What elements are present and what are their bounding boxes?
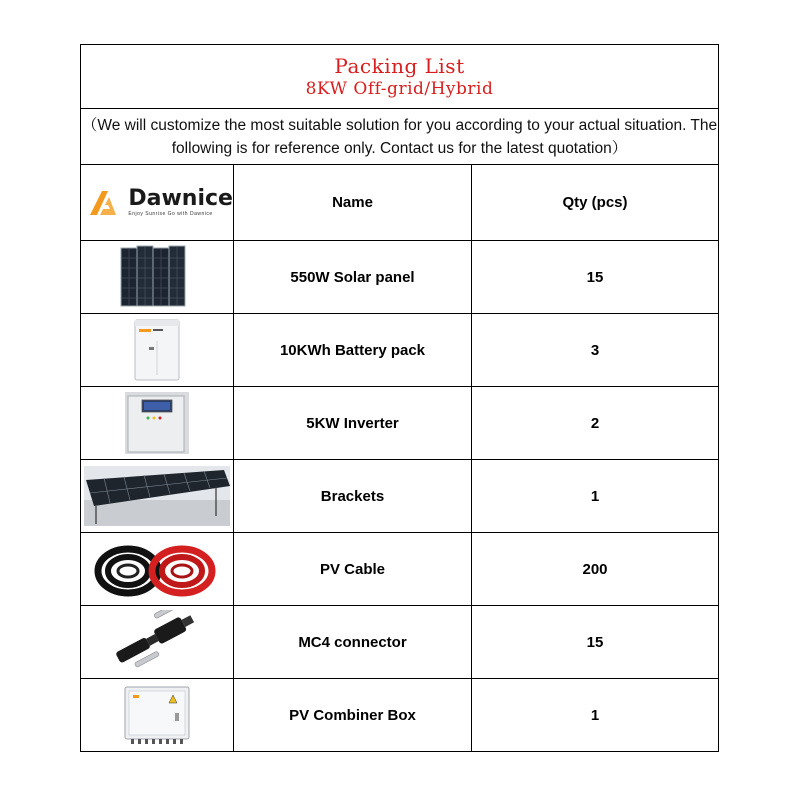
item-name: 10KWh Battery pack xyxy=(234,314,472,387)
packing-list-table xyxy=(80,44,719,752)
item-image-cell xyxy=(81,606,234,679)
brand-tagline: Enjoy Sunrise Go with Dawnice xyxy=(128,211,213,217)
table-row xyxy=(81,241,719,314)
item-qty: 3 xyxy=(472,314,719,387)
table-row xyxy=(81,387,719,460)
item-image-cell xyxy=(81,387,234,460)
table-row xyxy=(81,606,719,679)
table-row xyxy=(81,533,719,606)
item-image-cell xyxy=(81,533,234,606)
pv-cable-icon xyxy=(92,539,222,599)
brand-logo xyxy=(81,188,233,217)
item-name: PV Cable xyxy=(234,533,472,606)
column-header-name: Name xyxy=(234,165,472,241)
column-header-qty: Qty (pcs) xyxy=(472,165,719,241)
item-qty: 15 xyxy=(472,241,719,314)
dawnice-logo-icon xyxy=(88,189,118,217)
item-image-cell xyxy=(81,314,234,387)
item-qty: 2 xyxy=(472,387,719,460)
item-image-cell xyxy=(81,679,234,752)
table-row xyxy=(81,314,719,387)
inverter-icon xyxy=(122,390,192,456)
item-name: MC4 connector xyxy=(234,606,472,679)
table-row xyxy=(81,460,719,533)
page-title: Packing List xyxy=(334,53,465,78)
item-image-cell xyxy=(81,241,234,314)
brackets-icon xyxy=(84,466,230,526)
solar-panel-icon xyxy=(117,244,197,310)
mc4-connector-icon xyxy=(107,610,207,674)
brand-name: Dawnice xyxy=(128,186,233,211)
item-name: Brackets xyxy=(234,460,472,533)
item-qty: 1 xyxy=(472,679,719,752)
item-qty: 15 xyxy=(472,606,719,679)
item-name: PV Combiner Box xyxy=(234,679,472,752)
item-image-cell xyxy=(81,460,234,533)
combiner-box-icon xyxy=(119,683,195,747)
item-qty: 200 xyxy=(472,533,719,606)
item-qty: 1 xyxy=(472,460,719,533)
battery-pack-icon xyxy=(127,317,187,383)
brand-logo-cell xyxy=(81,165,234,241)
table-row xyxy=(81,679,719,752)
table-header-row xyxy=(81,165,719,241)
item-name: 550W Solar panel xyxy=(234,241,472,314)
reference-note: （We will customize the most suitable solution for you according to your actual situation. The following is for reference only. Contact us for the latest quotation） xyxy=(81,109,719,165)
page-subtitle: 8KW Off-grid/Hybrid xyxy=(305,78,494,99)
item-name: 5KW Inverter xyxy=(234,387,472,460)
title-cell xyxy=(81,45,719,109)
